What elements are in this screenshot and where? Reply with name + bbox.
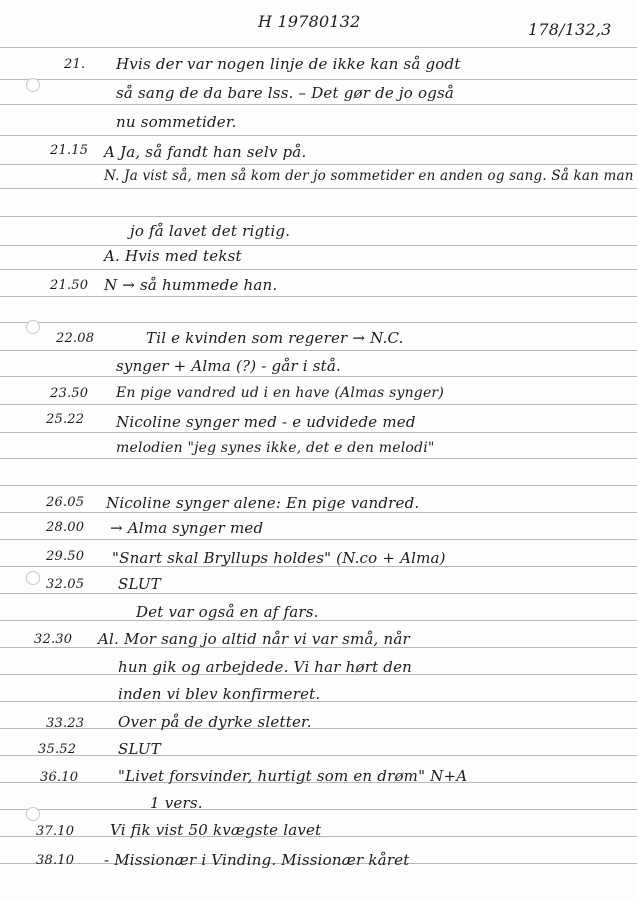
ruled-line [0,809,637,810]
note-line: inden vi blev konfirmeret. [118,685,321,703]
note-line: nu sommetider. [116,113,237,131]
binder-hole [26,571,40,585]
timestamp: 26.05 [46,495,85,510]
ruled-line [0,485,637,486]
binder-hole [26,78,40,92]
timestamp: 22.08 [56,331,95,346]
ruled-line [0,188,637,189]
note-line: Det var også en af fars. [136,603,319,621]
note-line: jo få lavet det rigtig. [130,222,291,240]
ruled-line [0,350,637,351]
timestamp: 32.30 [34,632,73,647]
binder-hole [26,807,40,821]
ruled-line [0,512,637,513]
note-line: Over på de dyrke sletter. [118,713,312,731]
ruled-line [0,164,637,165]
note-line: "Livet forsvinder, hurtigt som en drøm" N+A [118,767,468,785]
timestamp: 36.10 [40,770,79,785]
ruled-line [0,216,637,217]
note-line: N. Ja vist så, men så kom der jo sommetider en anden og sang. Så kan man [104,168,634,184]
note-line: SLUT [118,740,161,758]
ruled-line [0,458,637,459]
note-line: → Alma synger med [110,519,264,537]
ruled-line [0,432,637,433]
ruled-line [0,376,637,377]
note-line: synger + Alma (?) - går i stå. [116,357,341,375]
note-line: Nicoline synger med - e udvidede med [116,413,416,431]
ruled-line [0,755,637,756]
note-line: Nicoline synger alene: En pige vandred. [106,494,420,512]
binder-hole [26,320,40,334]
ruled-line [0,47,637,48]
ruled-line [0,322,637,323]
timestamp: 23.50 [50,386,89,401]
page-reference: 178/132,3 [528,20,612,39]
timestamp: 25.22 [46,412,85,427]
note-line: Vi fik vist 50 kvægste lavet [110,821,322,839]
note-line: SLUT [118,575,161,593]
ruled-line [0,539,637,540]
note-line: Al. Mor sang jo altid når vi var små, når [98,630,410,648]
note-line: 1 vers. [150,794,203,812]
timestamp: 33.23 [46,716,85,731]
note-line: hun gik og arbejdede. Vi har hørt den [118,658,413,676]
timestamp: 29.50 [46,549,85,564]
ruled-line [0,728,637,729]
ruled-line [0,404,637,405]
page-title: H 19780132 [258,12,361,31]
ruled-line [0,245,637,246]
note-line: "Snart skal Bryllups holdes" (N.co + Alma) [112,549,446,567]
note-line: N → så hummede han. [104,276,278,294]
note-line: Hvis der var nogen linje de ikke kan så godt [116,55,461,73]
timestamp: 38.10 [36,853,75,868]
note-line: melodien "jeg synes ikke, det e den melodi" [116,440,435,456]
ruled-line [0,269,637,270]
timestamp: 21.15 [50,143,89,158]
ruled-line [0,296,637,297]
note-line: A Ja, så fandt han selv på. [104,143,307,161]
timestamp: 35.52 [38,742,77,757]
timestamp: 37.10 [36,824,75,839]
ruled-line [0,593,637,594]
timestamp: 21.50 [50,278,89,293]
timestamp: 32.05 [46,577,85,592]
note-line: A. Hvis med tekst [104,247,242,265]
timestamp: 21. [64,57,86,72]
ruled-line [0,135,637,136]
note-line: - Missionær i Vinding. Missionær kåret [104,851,410,869]
ruled-line [0,79,637,80]
ruled-line [0,104,637,105]
note-line: En pige vandred ud i en have (Almas synger) [116,385,444,401]
note-line: så sang de da bare lss. – Det gør de jo også [116,84,455,102]
timestamp: 28.00 [46,520,85,535]
note-line: Til e kvinden som regerer → N.C. [146,329,404,347]
